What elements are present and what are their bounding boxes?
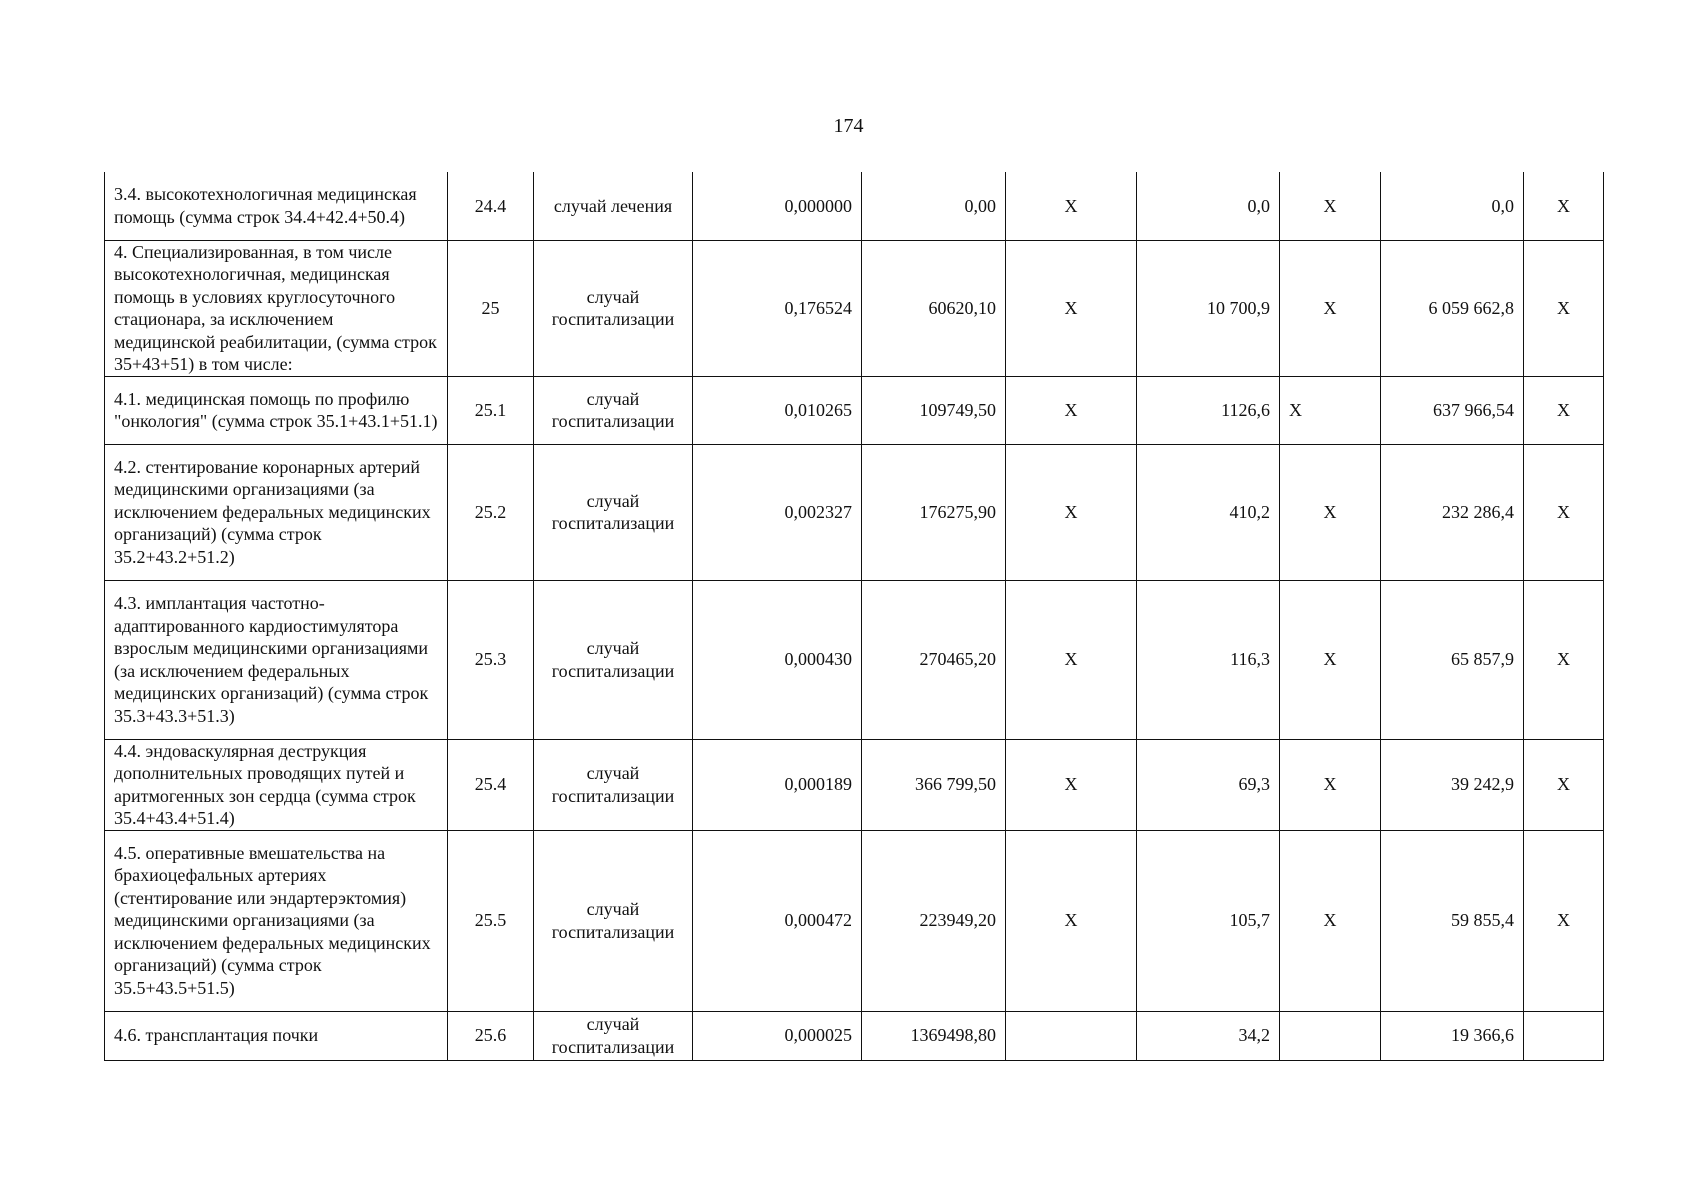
row-code: 25.2 (448, 444, 534, 580)
row-rate: 0,002327 (693, 444, 862, 580)
row-col10: X (1524, 240, 1604, 376)
row-code: 25.1 (448, 376, 534, 444)
row-rate: 0,000000 (693, 172, 862, 240)
row-unit: случай госпитализации (534, 739, 693, 830)
row-col8: X (1280, 444, 1381, 580)
row-col6: X (1006, 376, 1137, 444)
row-col7: 34,2 (1137, 1011, 1280, 1060)
row-cost: 270465,20 (862, 580, 1006, 739)
row-col8: X (1280, 172, 1381, 240)
row-unit: случай госпитализации (534, 444, 693, 580)
row-col9: 637 966,54 (1381, 376, 1524, 444)
table-row (105, 580, 1604, 739)
table-row (105, 1011, 1604, 1060)
table-row (105, 240, 1604, 376)
row-name: 4.2. стентирование коронарных артерий медицинскими организациями (за исключением федеральных медицинских организаций) (сумма строк 35.2+43.2+51.2) (105, 444, 448, 580)
row-code: 25.3 (448, 580, 534, 739)
row-col10: X (1524, 172, 1604, 240)
row-col8: X (1280, 376, 1381, 444)
row-rate: 0,010265 (693, 376, 862, 444)
row-col7: 10 700,9 (1137, 240, 1280, 376)
row-cost: 0,00 (862, 172, 1006, 240)
row-col6: X (1006, 444, 1137, 580)
row-name: 4.6. трансплантация почки (105, 1011, 448, 1060)
row-col7: 1126,6 (1137, 376, 1280, 444)
row-col6: X (1006, 830, 1137, 1011)
row-name: 3.4. высокотехнологичная медицинская помощь (сумма строк 34.4+42.4+50.4) (105, 172, 448, 240)
row-code: 24.4 (448, 172, 534, 240)
row-unit: случай лечения (534, 172, 693, 240)
row-col7: 410,2 (1137, 444, 1280, 580)
table-row (105, 830, 1604, 1011)
row-col10 (1524, 1011, 1604, 1060)
row-code: 25.4 (448, 739, 534, 830)
row-cost: 366 799,50 (862, 739, 1006, 830)
row-cost: 60620,10 (862, 240, 1006, 376)
row-rate: 0,000472 (693, 830, 862, 1011)
row-col8 (1280, 1011, 1381, 1060)
row-rate: 0,176524 (693, 240, 862, 376)
row-col9: 0,0 (1381, 172, 1524, 240)
row-cost: 223949,20 (862, 830, 1006, 1011)
row-name: 4. Специализированная, в том числе высокотехнологичная, медицинская помощь в условиях круглосуточного стационара, за исключением медицинской реабилитации, (сумма строк 35+43+51) в том числе: (105, 240, 448, 376)
row-code: 25 (448, 240, 534, 376)
row-code: 25.6 (448, 1011, 534, 1060)
row-col9: 59 855,4 (1381, 830, 1524, 1011)
row-col9: 19 366,6 (1381, 1011, 1524, 1060)
row-col10: X (1524, 739, 1604, 830)
row-unit: случай госпитализации (534, 376, 693, 444)
table-row (105, 444, 1604, 580)
row-cost: 109749,50 (862, 376, 1006, 444)
table-row (105, 739, 1604, 830)
row-col10: X (1524, 376, 1604, 444)
row-rate: 0,000025 (693, 1011, 862, 1060)
row-unit: случай госпитализации (534, 1011, 693, 1060)
row-col9: 39 242,9 (1381, 739, 1524, 830)
row-rate: 0,000430 (693, 580, 862, 739)
row-col10: X (1524, 580, 1604, 739)
row-col8: X (1280, 830, 1381, 1011)
row-col8: X (1280, 580, 1381, 739)
row-unit: случай госпитализации (534, 240, 693, 376)
row-col7: 116,3 (1137, 580, 1280, 739)
row-name: 4.5. оперативные вмешательства на брахиоцефальных артериях (стентирование или эндартерэктомия) медицинскими организациями (за исключением федеральных медицинских организаций) (сумма строк 35.5+43.5+51.5) (105, 830, 448, 1011)
row-col8: X (1280, 240, 1381, 376)
table-row (105, 376, 1604, 444)
row-col7: 105,7 (1137, 830, 1280, 1011)
row-col6: X (1006, 240, 1137, 376)
row-code: 25.5 (448, 830, 534, 1011)
row-col6: X (1006, 580, 1137, 739)
row-cost: 1369498,80 (862, 1011, 1006, 1060)
row-name: 4.1. медицинская помощь по профилю "онкология" (сумма строк 35.1+43.1+51.1) (105, 376, 448, 444)
page-number: 174 (833, 115, 864, 137)
row-col9: 232 286,4 (1381, 444, 1524, 580)
row-col6 (1006, 1011, 1137, 1060)
row-rate: 0,000189 (693, 739, 862, 830)
row-col7: 0,0 (1137, 172, 1280, 240)
row-unit: случай госпитализации (534, 580, 693, 739)
table-row (105, 172, 1604, 240)
row-col7: 69,3 (1137, 739, 1280, 830)
row-col9: 65 857,9 (1381, 580, 1524, 739)
row-col10: X (1524, 830, 1604, 1011)
row-name: 4.4. эндоваскулярная деструкция дополнительных проводящих путей и аритмогенных зон сердца (сумма строк 35.4+43.4+51.4) (105, 739, 448, 830)
row-col6: X (1006, 739, 1137, 830)
row-col10: X (1524, 444, 1604, 580)
row-unit: случай госпитализации (534, 830, 693, 1011)
data-table (104, 172, 1604, 1061)
row-col6: X (1006, 172, 1137, 240)
row-cost: 176275,90 (862, 444, 1006, 580)
row-col8: X (1280, 739, 1381, 830)
row-name: 4.3. имплантация частотно-адаптированного кардиостимулятора взрослым медицинскими организациями (за исключением федеральных медицинских организаций) (сумма строк 35.3+43.3+51.3) (105, 580, 448, 739)
row-col9: 6 059 662,8 (1381, 240, 1524, 376)
